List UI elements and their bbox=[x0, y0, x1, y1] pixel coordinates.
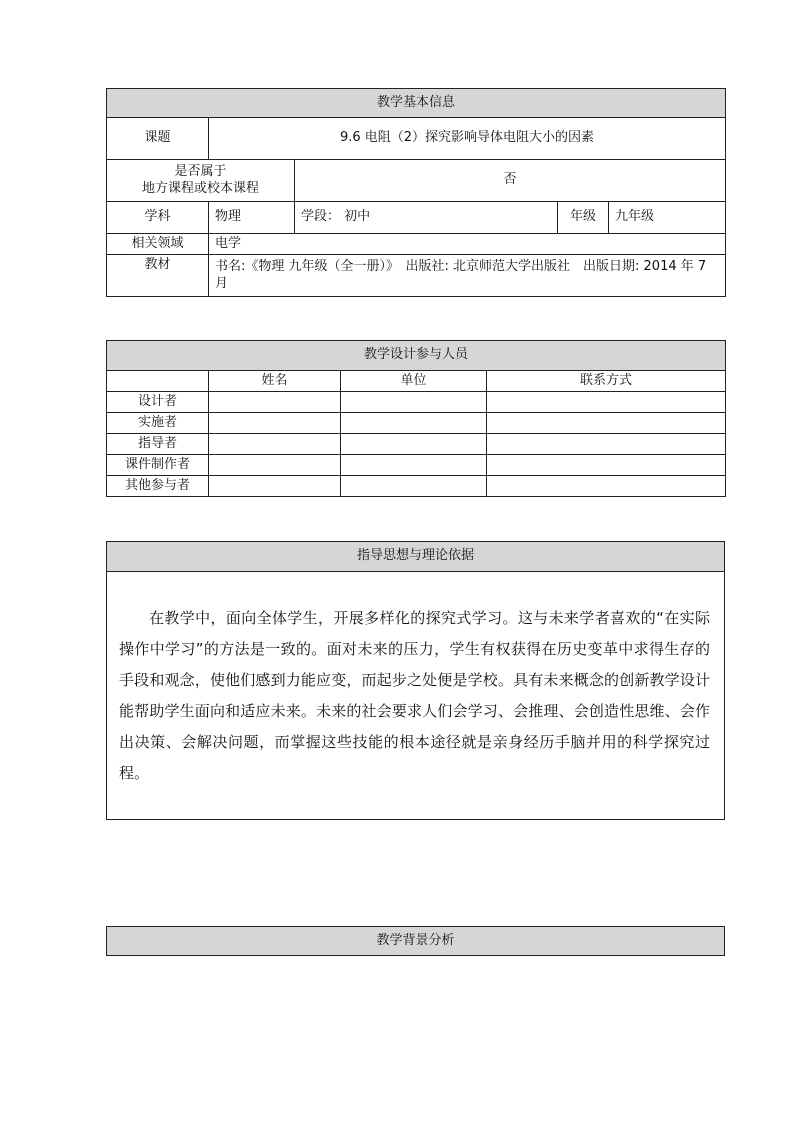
basic-info-table bbox=[106, 88, 726, 297]
local-course-label bbox=[107, 160, 295, 202]
background-table bbox=[106, 926, 725, 956]
table-row bbox=[107, 476, 726, 497]
grade-label: 年级 bbox=[558, 202, 609, 234]
local-course-label-line2: 地方课程或校本课程 bbox=[141, 180, 259, 196]
column-header-contact: 联系方式 bbox=[487, 371, 726, 392]
stage-value: 初中 bbox=[344, 209, 371, 225]
subject-value: 物理 bbox=[209, 202, 295, 234]
material-label: 教材 bbox=[107, 255, 209, 297]
local-course-value: 否 bbox=[295, 160, 726, 202]
background-header: 教学背景分析 bbox=[107, 927, 725, 956]
column-header-unit: 单位 bbox=[341, 371, 487, 392]
participants-header: 教学设计参与人员 bbox=[107, 341, 726, 371]
table-row bbox=[107, 434, 726, 455]
field-value: 电学 bbox=[209, 234, 726, 255]
basic-info-header: 教学基本信息 bbox=[107, 89, 726, 118]
material-value: 书名:《物理 九年级（全一册）》 出版社: 北京师范大学出版社 出版日期: 2014 年 7 月 bbox=[209, 255, 726, 297]
subject-label: 学科 bbox=[107, 202, 209, 234]
role-other-participant: 其他参与者 bbox=[107, 476, 209, 497]
guidance-content bbox=[106, 570, 725, 820]
column-header-name: 姓名 bbox=[209, 371, 341, 392]
role-implementer: 实施者 bbox=[107, 413, 209, 434]
role-designer: 设计者 bbox=[107, 392, 209, 413]
guidance-table bbox=[106, 541, 725, 572]
stage-label: 学段： bbox=[301, 209, 341, 225]
guidance-header: 指导思想与理论依据 bbox=[107, 542, 725, 572]
role-courseware-maker: 课件制作者 bbox=[107, 455, 209, 476]
field-label: 相关领域 bbox=[107, 234, 209, 255]
column-header-role bbox=[107, 371, 209, 392]
local-course-label-line1: 是否属于 bbox=[174, 164, 227, 180]
table-row bbox=[107, 392, 726, 413]
guidance-paragraph: 在教学中，面向全体学生，开展多样化的探究式学习。这与未来学者喜欢的“在实际操作中学习”的方法是一致的。面对未来的压力，学生有权获得在历史变革中求得生存的手段和观念，使他们感到力能应变，而起步之处便是学校。具有未来概念的创新教学设计能帮助学生面向和适应未来。未来的社会要求人们会学习、会推理、会创造性思维、会作出决策、会解决问题，而掌握这些技能的根本途径就是亲身经历手脑并用的科学探究过程。 bbox=[119, 609, 710, 782]
table-row bbox=[107, 413, 726, 434]
stage-cell bbox=[295, 202, 558, 234]
role-advisor: 指导者 bbox=[107, 434, 209, 455]
table-row bbox=[107, 455, 726, 476]
course-label: 课题 bbox=[107, 118, 209, 160]
participants-table bbox=[106, 340, 726, 497]
grade-value: 九年级 bbox=[609, 202, 726, 234]
course-title: 9.6 电阻（2）探究影响导体电阻大小的因素 bbox=[209, 118, 726, 160]
